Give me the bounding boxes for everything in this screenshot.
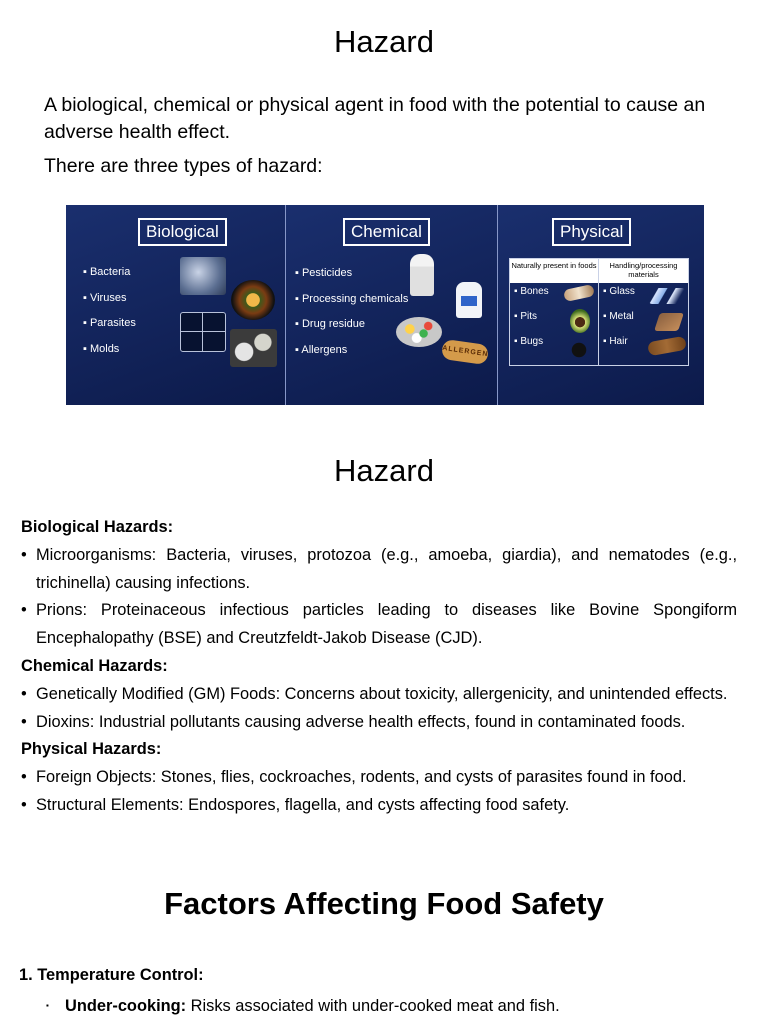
- biological-heading: Biological: [138, 218, 227, 246]
- factors-title: Factors Affecting Food Safety: [164, 886, 604, 921]
- physical-panel: [498, 205, 704, 405]
- biological-item: ▪ Bacteria: [83, 266, 136, 292]
- biological-hazards-heading: Biological Hazards:: [21, 518, 174, 536]
- drug-pills-image: [396, 317, 442, 347]
- physical-heading: Physical: [552, 218, 631, 246]
- types-intro: There are three types of hazard:: [44, 155, 323, 177]
- physical-hazards-list: [21, 764, 737, 820]
- list-item: • Structural Elements: Endospores, flagella, and cysts affecting food safety.: [21, 792, 737, 820]
- hair-image: [647, 336, 687, 356]
- avocado-pit-image: [570, 309, 590, 333]
- chemical-list: [295, 267, 408, 369]
- list-item: • Genetically Modified (GM) Foods: Concerns about toxicity, allergenicity, and unintended effects.: [21, 681, 737, 709]
- chemical-item: ▪ Processing chemicals: [295, 293, 408, 319]
- biological-hazards-list: [21, 542, 737, 653]
- chemical-hazards-heading: Chemical Hazards:: [21, 656, 168, 675]
- processing-item: ▪ Hair: [603, 336, 635, 361]
- bug-image: [567, 340, 591, 360]
- natural-item: ▪ Pits: [514, 311, 549, 336]
- chemical-heading: Chemical: [343, 218, 430, 246]
- slide-title-hazard: Hazard: [334, 24, 434, 59]
- processing-item: ▪ Glass: [603, 286, 635, 311]
- biological-item: ▪ Molds: [83, 343, 136, 369]
- biological-list: [83, 266, 136, 368]
- list-item: • Microorganisms: Bacteria, viruses, protozoa (e.g., amoeba, giardia), and nematodes (e.g., trichinella) causing infections.: [21, 542, 737, 598]
- definition-block: [44, 92, 734, 187]
- factor-sub-item: [19, 992, 739, 1020]
- sub-item-text: Risks associated with under-cooked meat and fish.: [186, 997, 560, 1015]
- hazard-definition: A biological, chemical or physical agent in food with the potential to cause an adverse health effect.: [44, 94, 706, 143]
- list-item: • Prions: Proteinaceous infectious particles leading to diseases like Bovine Spongiform Encephalopathy (BSE) and Creutzfeldt-Jakob Disease (CJD).: [21, 597, 737, 653]
- natural-header: Naturally present in foods: [510, 259, 598, 283]
- biological-item: ▪ Parasites: [83, 317, 136, 343]
- factors-list: [19, 961, 739, 1020]
- hazard-types-infographic: [66, 205, 704, 405]
- pesticide-sprayer-image: [410, 254, 434, 296]
- bones-image: [563, 284, 595, 302]
- sub-item-label: Under-cooking:: [65, 997, 187, 1015]
- table-divider: [598, 259, 599, 365]
- virus-image: [231, 280, 275, 320]
- metal-piece-image: [654, 313, 684, 331]
- processing-item: ▪ Metal: [603, 311, 635, 336]
- factor-temperature-control: 1. Temperature Control:: [19, 966, 204, 984]
- chemical-item: ▪ Pesticides: [295, 267, 408, 293]
- allergen-peanut-image: ALLERGEN: [441, 339, 489, 365]
- bacteria-image: [180, 257, 226, 295]
- physical-table: [509, 258, 689, 366]
- natural-item: ▪ Bugs: [514, 336, 549, 361]
- physical-hazards-heading: Physical Hazards:: [21, 740, 162, 759]
- glass-shards-image: [649, 288, 685, 304]
- chemical-item: ▪ Drug residue: [295, 318, 408, 344]
- list-item: • Foreign Objects: Stones, flies, cockroaches, rodents, and cysts of parasites found in food.: [21, 764, 737, 792]
- mold-image: [230, 329, 277, 367]
- slide-title-hazard-2: Hazard: [334, 453, 434, 488]
- list-item: • Dioxins: Industrial pollutants causing adverse health effects, found in contaminated foods.: [21, 709, 737, 737]
- biological-panel: [66, 205, 286, 405]
- chemical-hazards-list: [21, 681, 737, 737]
- biological-item: ▪ Viruses: [83, 292, 136, 318]
- natural-item: ▪ Bones: [514, 286, 549, 311]
- natural-list: [514, 286, 549, 361]
- processing-list: [603, 286, 635, 361]
- chemical-panel: [286, 205, 498, 405]
- chemical-item: ▪ Allergens: [295, 344, 408, 370]
- bleach-bottle-image: [456, 282, 482, 318]
- parasites-image: [180, 312, 226, 352]
- processing-header: Handling/processing materials: [599, 259, 688, 283]
- hazard-details: [21, 514, 737, 820]
